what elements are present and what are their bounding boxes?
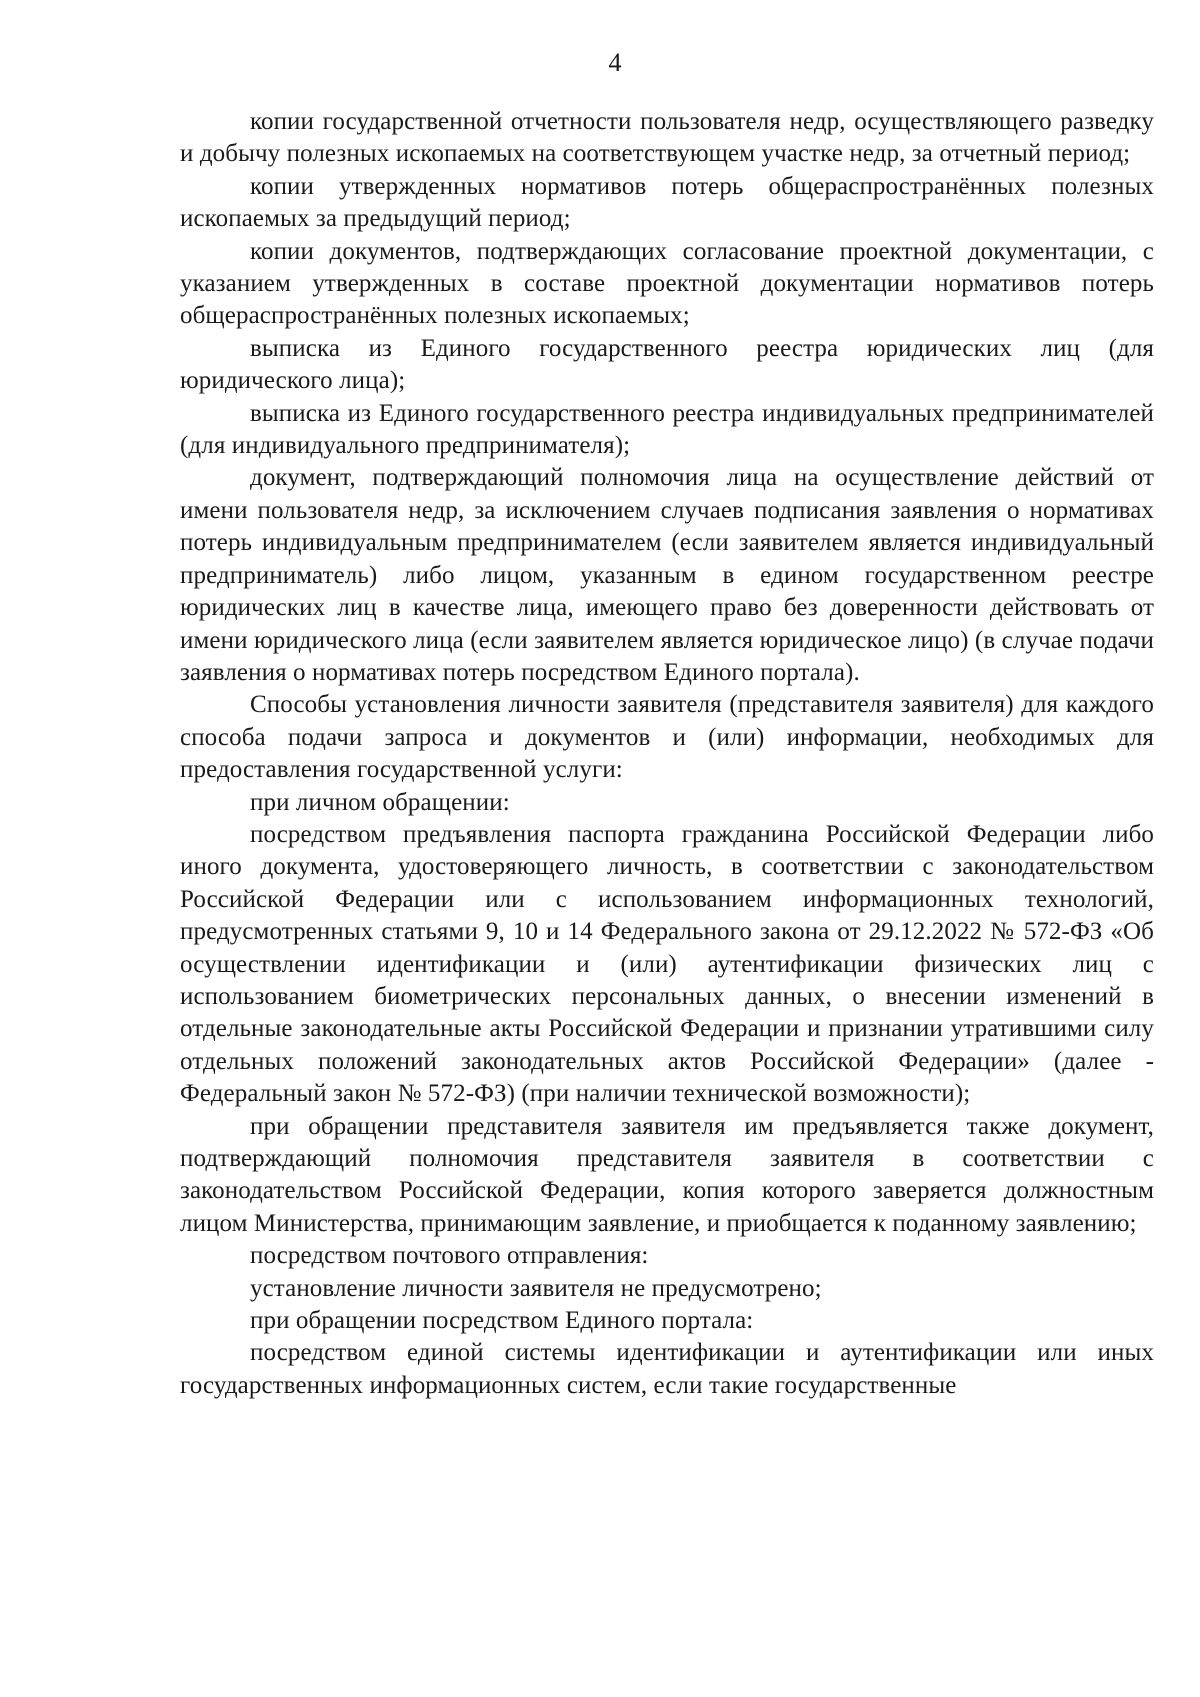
paragraph-portal-heading: при обращении посредством Единого портала: [250, 1307, 754, 1335]
paragraph-project-approval-documents: копии документов, подтверждающих согласование проектной документации, с указанием утвержденных в составе проектной документации нормативов потерь общераспространённых полезных ископаемых; [180, 237, 1154, 330]
paragraph-entrepreneur-extract: выписка из Единого государственного реестра индивидуальных предпринимателей (для индивидуального предпринимателя); [180, 399, 1154, 460]
paragraph-identification-methods: Способы установления личности заявителя (представителя заявителя) для каждого способа подачи запроса и документов и (или) информации, необходимых для предоставления государственной услуги: [180, 691, 1154, 784]
page-number: 4 [608, 48, 622, 77]
paragraph-in-person-heading: при личном обращении: [250, 788, 510, 816]
document-body [180, 106, 1154, 1402]
paragraph-postal-not-required: установление личности заявителя не предусмотрено; [250, 1274, 822, 1302]
paragraph-legal-entity-extract: выписка из Единого государственного реестра юридических лиц (для юридического лица); [180, 334, 1154, 395]
paragraph-representative-documents: при обращении представителя заявителя им предъявляется также документ, подтверждающий полномочия представителя заявителя в соответствии с законодательством Российской Федерации, копия которого заверяется должностным лицом Министерства, принимающим заявление, и приобщается к поданному заявлению; [180, 1112, 1154, 1237]
paragraph-authority-document: документ, подтверждающий полномочия лица на осуществление действий от имени пользователя недр, за исключением случаев подписания заявления о нормативах потерь индивидуальным предпринимателем (если заявителем является индивидуальный предприниматель) либо лицом, указанным в едином государственном реестре юридических лиц в качестве лица, имеющего право без доверенности действовать от имени юридического лица (если заявителем является юридическое лицо) (в случае подачи заявления о нормативах потерь посредством Единого портала). [180, 464, 1154, 686]
paragraph-loss-norms-copies: копии утвержденных нормативов потерь общераспространённых полезных ископаемых за предыдущий период; [180, 172, 1154, 233]
paragraph-passport-presentation: посредством предъявления паспорта гражданина Российской Федерации либо иного документа, удостоверяющего личность, в соответствии с законодательством Российской Федерации или с использованием информационных технологий, предусмотренных статьями 9, 10 и 14 Федерального закона от 29.12.2022 № 572-ФЗ «Об осуществлении идентификации и (или) аутентификации физических лиц с использованием биометрических персональных данных, о внесении изменений в отдельные законодательные акты Российской Федерации и признании утратившими силу отдельных положений законодательных актов Российской Федерации» (далее - Федеральный закон № 572-ФЗ) (при наличии технической возможности); [180, 820, 1154, 1108]
paragraph-esia-identification: посредством единой системы идентификации и аутентификации или иных государственных информационных систем, если такие государственные [180, 1339, 1154, 1399]
paragraph-state-reporting-copies: копии государственной отчетности пользователя недр, осуществляющего разведку и добычу полезных ископаемых на соответствующем участке недр, за отчетный период; [180, 108, 1154, 168]
paragraph-postal-heading: посредством почтового отправления: [250, 1242, 649, 1270]
